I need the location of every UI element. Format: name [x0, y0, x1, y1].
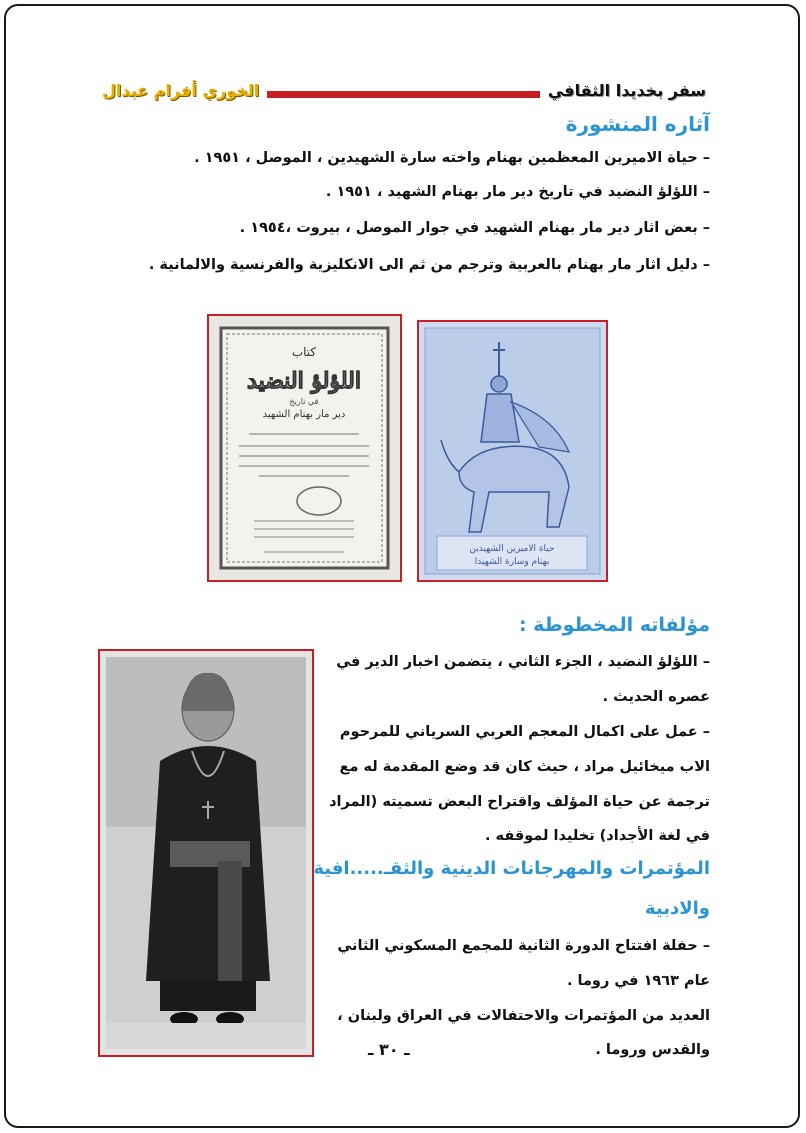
manuscripts-heading: مؤلفاته المخطوطة : — [518, 614, 710, 636]
icon-caption-line-1: حياة الاميرين الشهيدين — [469, 544, 555, 554]
priest-portrait-illustration — [100, 651, 312, 1055]
cover-subtitle-1: في تاريخ — [289, 397, 319, 406]
manuscript-line-6: في لغة الأجداد) تخليدا لموقفه . — [484, 828, 710, 844]
portrait-photo — [98, 649, 314, 1057]
published-item-4: – دليل اثار مار بهنام بالعربية وترجم من ثم الى الانكليزية والفرنسية والالمانية . — [148, 257, 710, 273]
cover-subtitle-2: دير مار بهنام الشهيد — [262, 409, 346, 420]
conference-line-1: – حفلة افتتاح الدورة الثانية للمجمع المسكوني الثاني — [337, 938, 710, 954]
book-cover-image — [207, 314, 402, 582]
published-item-1: – حياة الاميرين المعظمين بهنام واخته سارة الشهيدين ، الموصل ، ١٩٥١ . — [194, 150, 710, 166]
manuscript-line-1: – اللؤلؤ النضيد ، الجزء الثاني ، يتضمن اخبار الدير في — [336, 654, 710, 670]
cover-title-text: اللؤلؤ النضيد — [247, 368, 361, 394]
published-works-heading: آثاره المنشورة — [565, 112, 710, 136]
manuscript-line-5: ترجمة عن حياة المؤلف واقتراح البعض تسميته (المراد — [329, 794, 710, 810]
published-item-3: – بعض اثار دير مار بهنام الشهيد في جوار الموصل ، بيروت ،١٩٥٤ . — [239, 220, 710, 236]
conferences-heading: المؤتمرات والمهرجانات الدينية والثقـ.....افية — [313, 858, 710, 879]
chapter-subject-title: الخوري أفرام عبدال — [98, 78, 267, 104]
cover-top-text: كتاب — [291, 345, 317, 359]
manuscript-line-2: عصره الحديث . — [602, 689, 710, 705]
published-item-2: – اللؤلؤ النضيد في تاريخ دير مار بهنام الشهيد ، ١٩٥١ . — [325, 184, 710, 200]
saints-icon-image — [417, 320, 608, 582]
book-series-title: سفر بخديدا الثقافي — [540, 78, 710, 104]
conferences-heading-line-2: والادبية — [644, 898, 710, 919]
icon-caption-line-2: بهنام وسارة الشهيدا — [474, 557, 550, 567]
saints-icon-illustration — [419, 322, 606, 580]
manuscript-line-3: – عمل على اكمال المعجم العربي السرياني للمرحوم — [339, 724, 710, 740]
book-cover-illustration — [209, 316, 400, 580]
manuscript-line-4: الاب ميخائيل مراد ، حيث كان قد وضع المقدمة له مع — [339, 759, 710, 775]
page-number: ـ ٣٠ ـ — [368, 1040, 410, 1059]
conference-line-3: العديد من المؤتمرات والاحتفالات في العراق ولبنان ، — [337, 1008, 710, 1024]
conference-line-4: والقدس وروما . — [595, 1042, 710, 1058]
conference-line-2: عام ١٩٦٣ في روما . — [566, 973, 710, 989]
page-header — [98, 78, 710, 108]
